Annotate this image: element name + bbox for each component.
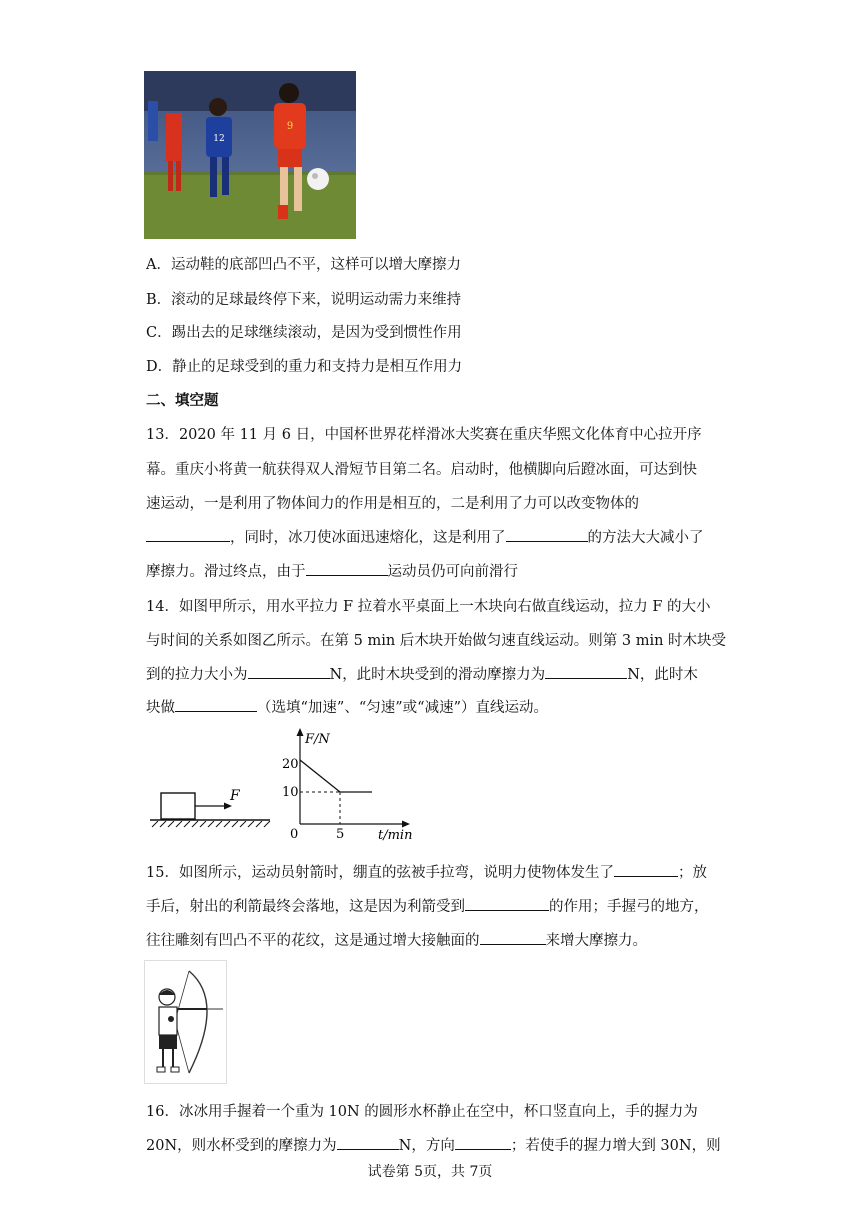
q13-line-1: 13．2020 年 11 月 6 日，中国杯世界花样滑冰大奖赛在重庆华熙文化体育中心拉开序 (146, 427, 702, 443)
q14-line-4: 块做 （选填“加速”、“匀速”或“减速”）直线运动。 (146, 696, 548, 717)
x-axis-label: t/min (378, 828, 413, 843)
answer-blank[interactable] (248, 664, 330, 679)
origin-label: 0 (290, 827, 299, 842)
option-b: B．滚动的足球最终停下来，说明运动需力来维持 (146, 292, 462, 308)
football-photo (144, 71, 356, 239)
block-diagram (150, 788, 270, 827)
answer-blank[interactable] (614, 862, 678, 877)
svg-text:9: 9 (286, 121, 294, 132)
wood-block (161, 793, 195, 819)
q13-line-2: 幕。重庆小将黄一航获得双人滑短节目第二名。启动时，他横脚向后蹬冰面，可达到快 (146, 462, 697, 478)
archer-figure (144, 960, 227, 1084)
force-line (300, 760, 372, 792)
q14-line-1: 14．如图甲所示，用水平拉力 F 拉着水平桌面上一木块向右做直线运动，拉力 F 的大小 (146, 599, 711, 615)
answer-blank[interactable] (175, 697, 257, 712)
q15-line-3: 往往雕刻有凹凸不平的花纹，这是通过增大接触面的 来增大摩擦力。 (146, 929, 647, 950)
y-axis-label: F/N (305, 732, 330, 747)
y-tick-10: 10 (282, 785, 299, 800)
option-d: D．静止的足球受到的重力和支持力是相互作用力 (146, 359, 463, 375)
q13-line-5: 摩擦力。滑过终点，由于 运动员仍可向前滑行 (146, 560, 518, 581)
answer-blank[interactable] (306, 561, 388, 576)
y-tick-20: 20 (282, 757, 299, 772)
force-label: F (230, 788, 240, 804)
q14-line-3: 到的拉力大小为 N，此时木块受到的滑动摩擦力为 N，此时木 (146, 663, 698, 684)
x-tick-5: 5 (336, 827, 345, 842)
option-a: A．运动鞋的底部凹凸不平，这样可以增大摩擦力 (146, 257, 461, 273)
answer-blank[interactable] (545, 664, 627, 679)
answer-blank[interactable] (465, 896, 549, 911)
answer-blank[interactable] (455, 1135, 511, 1150)
q14-line-2: 与时间的关系如图乙所示。在第 5 min 后木块开始做匀速直线运动。则第 3 min 时木块受 (146, 633, 727, 649)
answer-blank[interactable] (337, 1135, 399, 1150)
svg-text:12: 12 (213, 134, 225, 144)
force-time-graph (282, 728, 412, 843)
q15-line-2: 手后，射出的利箭最终会落地，这是因为利箭受到 的作用；手握弓的地方， (146, 895, 709, 916)
answer-blank[interactable] (480, 930, 546, 945)
q16-line-1: 16．冰冰用手握着一个重为 10N 的圆形水杯静止在空中，杯口竖直向上，手的握力为 (146, 1104, 698, 1120)
q13-line-4: ，同时，冰刀使冰面迅速熔化，这是利用了 的方法大大减小了 (146, 526, 704, 547)
q16-line-2: 20N，则水杯受到的摩擦力为 N，方向 ；若使手的握力增大到 30N，则 (146, 1134, 721, 1155)
page-footer: 试卷第 5页，共 7页 (367, 1164, 493, 1180)
answer-blank[interactable] (146, 527, 230, 542)
q13-line-3: 速运动，一是利用了物体间力的作用是相互的，二是利用了力可以改变物体的 (146, 496, 639, 512)
answer-blank[interactable] (506, 527, 588, 542)
section-title: 二、填空题 (146, 392, 219, 409)
option-c: C．踢出去的足球继续滚动，是因为受到惯性作用 (146, 325, 462, 341)
q14-figure (140, 726, 430, 846)
q15-line-1: 15．如图所示，运动员射箭时，绷直的弦被手拉弯，说明力使物体发生了 ；放 (146, 861, 707, 882)
